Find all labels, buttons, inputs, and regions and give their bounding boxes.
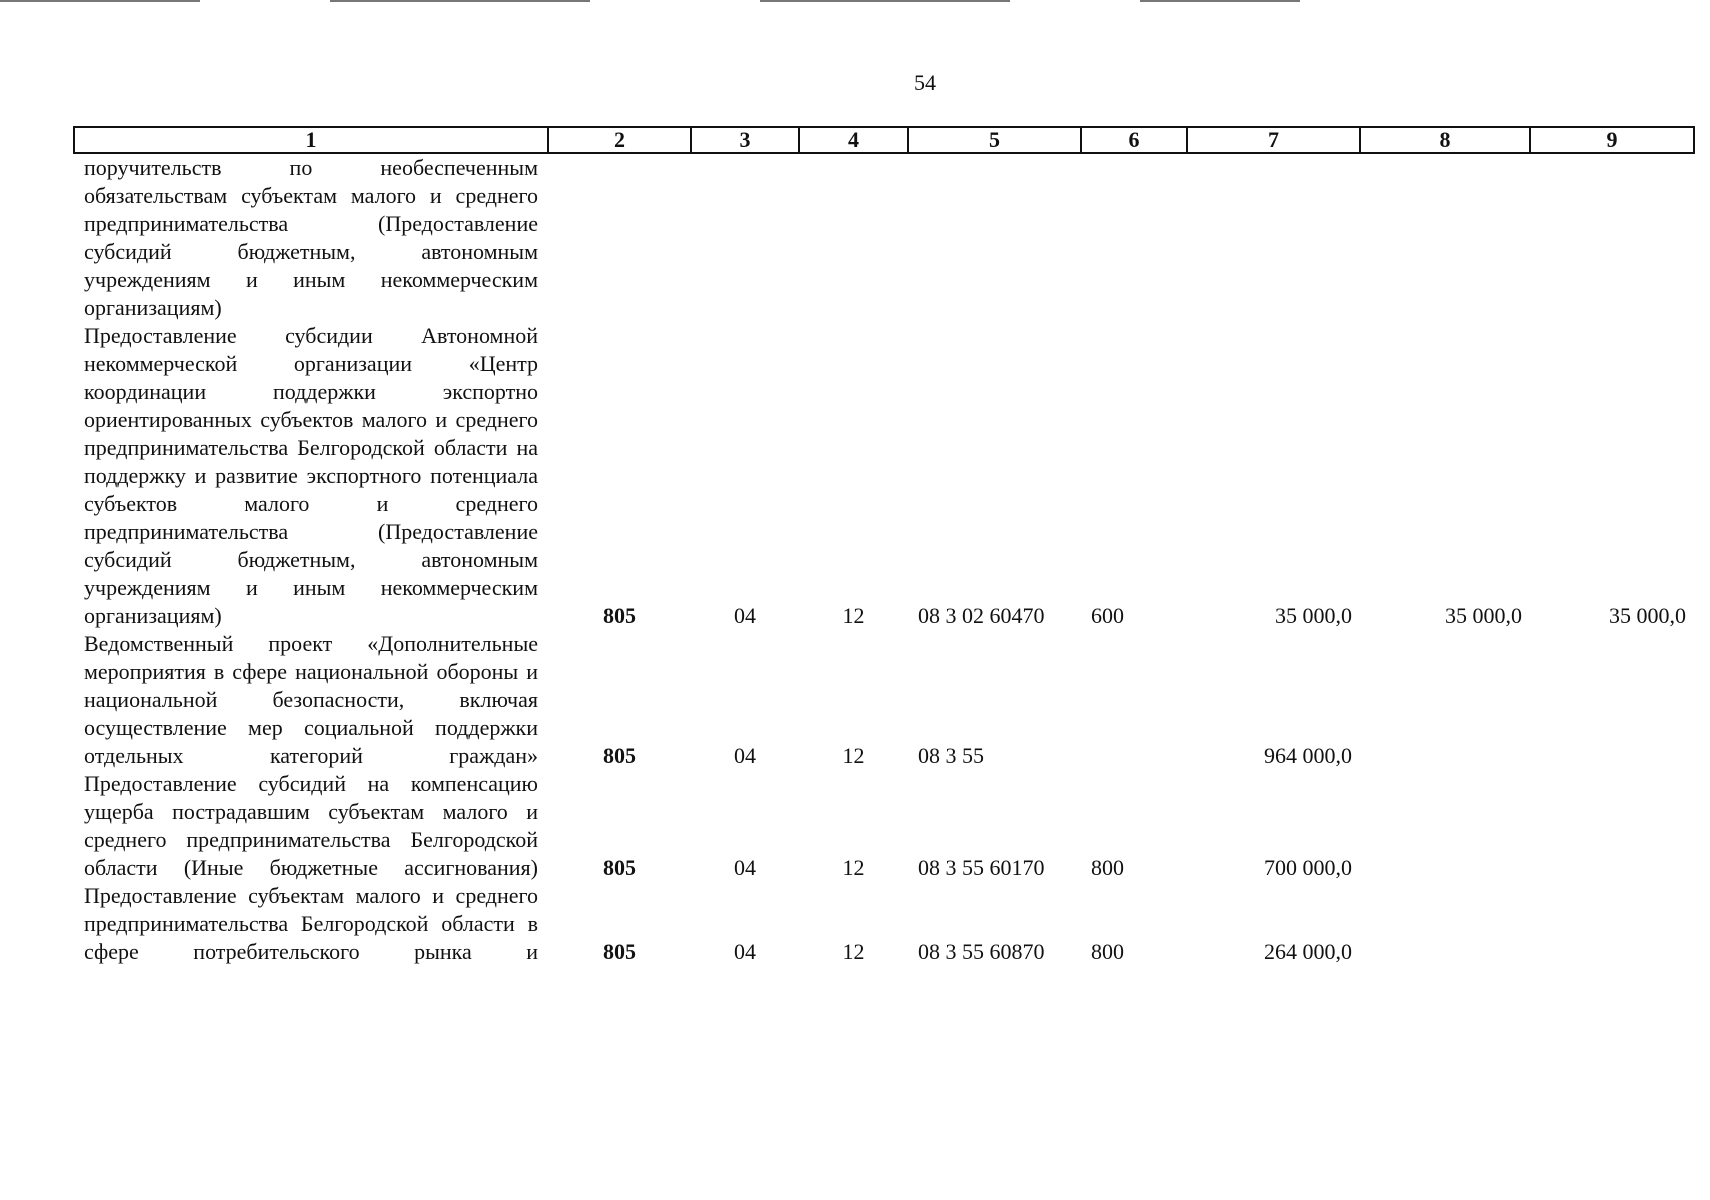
row-col-4: 12 (842, 855, 865, 880)
scan-edge-line (0, 0, 200, 2)
row-description: Ведомственный проект «Дополнительные мероприятия в сфере национальной обороны и национальной безопасности, включая осуществление мер социальной поддержки отдельных категорий граждан» (84, 631, 538, 768)
row-col-6: 600 (1091, 603, 1124, 628)
row-col-2: 805 (603, 743, 636, 768)
header-col-6: 6 (1081, 127, 1187, 153)
table-row (74, 770, 1694, 882)
row-description: Предоставление субсидий на компенсацию ущерба пострадавшим субъектам малого и среднего предпринимательства Белгородской области (Иные бюджетные ассигнования) (84, 771, 538, 880)
table-row (74, 630, 1694, 770)
row-col-6: 800 (1091, 855, 1124, 880)
row-col-2: 805 (603, 603, 636, 628)
row-col-8 (1360, 630, 1530, 770)
row-col-4: 12 (842, 743, 865, 768)
row-col-3: 04 (734, 939, 756, 964)
header-col-3: 3 (691, 127, 799, 153)
table-row (74, 153, 1694, 322)
row-col-3: 04 (734, 603, 756, 628)
row-col-5: 08 3 55 (918, 743, 984, 768)
row-col-7: 264 000,0 (1264, 939, 1352, 964)
header-col-5: 5 (908, 127, 1081, 153)
row-col-5: 08 3 55 60870 (918, 939, 1045, 964)
header-col-4: 4 (799, 127, 908, 153)
row-col-5: 08 3 55 60170 (918, 855, 1045, 880)
row-col-5 (908, 153, 1081, 322)
header-col-9: 9 (1530, 127, 1694, 153)
row-col-4: 12 (842, 939, 865, 964)
header-col-7: 7 (1187, 127, 1360, 153)
row-col-9 (1530, 630, 1694, 770)
table-row (74, 882, 1694, 966)
row-col-2 (548, 153, 691, 322)
row-col-4: 12 (842, 603, 865, 628)
row-col-7: 964 000,0 (1264, 743, 1352, 768)
scan-edge-line (1140, 0, 1300, 2)
row-col-8 (1360, 153, 1530, 322)
row-col-9 (1530, 882, 1694, 966)
table-row (74, 322, 1694, 630)
row-col-8 (1360, 882, 1530, 966)
header-col-2: 2 (548, 127, 691, 153)
header-col-8: 8 (1360, 127, 1530, 153)
row-col-9 (1530, 153, 1694, 322)
scan-edge-line (330, 0, 590, 2)
row-description: поручительств по необеспеченным обязательствам субъектам малого и среднего предпринимательства (Предоставление субсидий бюджетным, автономным учреждениям и иным некоммерческим организациям) (84, 155, 538, 320)
row-col-3: 04 (734, 743, 756, 768)
row-col-8 (1360, 770, 1530, 882)
row-col-7: 700 000,0 (1264, 855, 1352, 880)
row-col-7: 35 000,0 (1275, 603, 1352, 628)
header-col-1: 1 (74, 127, 548, 153)
row-description: Предоставление субъектам малого и среднего предпринимательства Белгородской области в сфере потребительского рынка и (84, 883, 538, 964)
row-col-3: 04 (734, 855, 756, 880)
row-col-9 (1530, 770, 1694, 882)
row-col-6 (1081, 153, 1187, 322)
row-col-2: 805 (603, 855, 636, 880)
row-col-9: 35 000,0 (1609, 603, 1686, 628)
row-col-2: 805 (603, 939, 636, 964)
row-col-8: 35 000,0 (1445, 603, 1522, 628)
scan-edge-line (760, 0, 1010, 2)
row-col-3 (691, 153, 799, 322)
row-description: Предоставление субсидии Автономной некоммерческой организации «Центр координации поддержки экспортно ориентированных субъектов малого и среднего предпринимательства Белгородской области на поддержку и развитие экспортного потенциала субъектов малого и среднего предпринимательства (Предоставление субсидий бюджетным, автономным учреждениям и иным некоммерческим организациям) (84, 323, 538, 628)
row-col-6 (1081, 630, 1187, 770)
row-col-6: 800 (1091, 939, 1124, 964)
row-col-4 (799, 153, 908, 322)
row-col-5: 08 3 02 60470 (918, 603, 1045, 628)
page-number: 54 (914, 70, 936, 95)
budget-table (73, 126, 1695, 966)
header-row (74, 127, 1694, 153)
row-col-7 (1187, 153, 1360, 322)
